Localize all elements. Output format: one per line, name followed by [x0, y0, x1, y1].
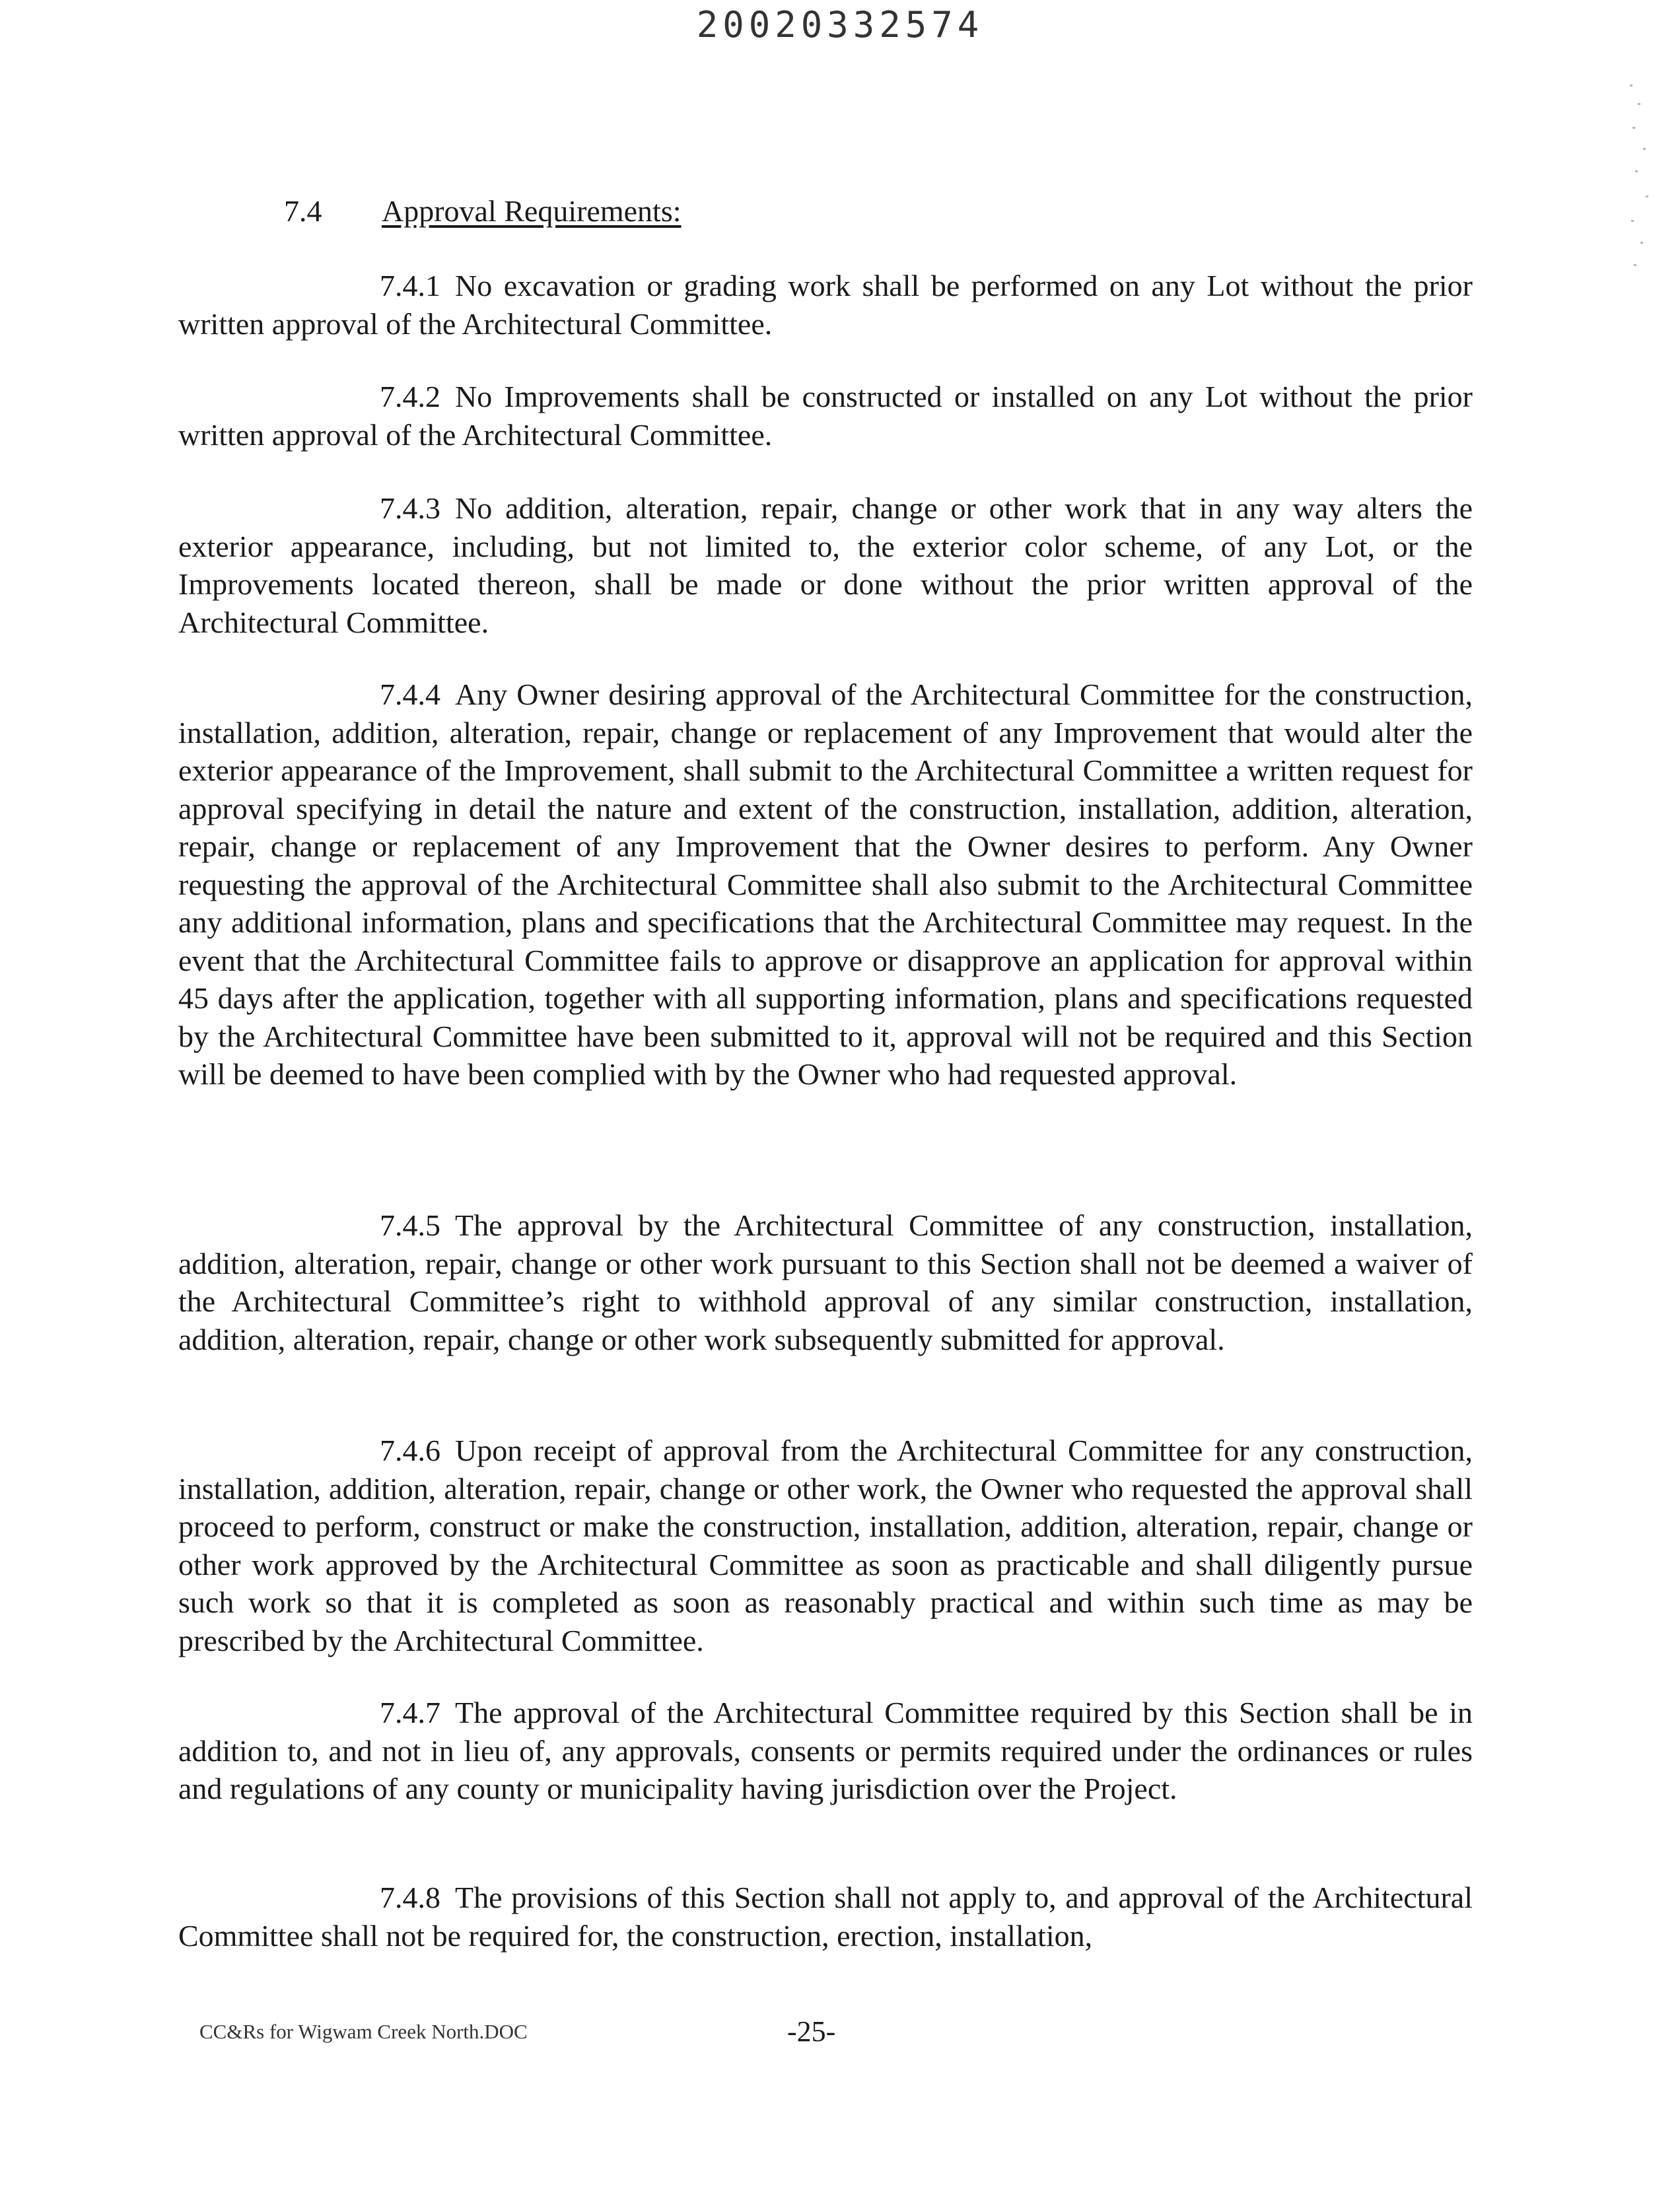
paragraph-number: 7.4.4 [380, 677, 440, 711]
paragraph-text: Upon receipt of approval from the Architectural Committee for any construction, installation, addition, alteration, repair, change or other work, the Owner who requested the approval shall proceed to perform, construct or make the construction, installation, addition, alteration, repair, change or other work approved by the Architectural Committee as soon as practicable and shall diligently pursue such work so that it is completed as soon as reasonably practical and within such time as may be prescribed by the Architectural Committee. [178, 1434, 1473, 1657]
paragraph-7-4-7 [178, 1694, 1473, 1808]
paragraph-text: No excavation or grading work shall be performed on any Lot without the prior written approval of the Architectural Committee. [178, 269, 1473, 341]
paragraph-text: The approval of the Architectural Committee required by this Section shall be in addition to, and not in lieu of, any approvals, consents or permits required under the ordinances or rules and regulations of any county or municipality having jurisdiction over the Project. [178, 1696, 1473, 1805]
paragraph-7-4-5 [178, 1206, 1473, 1358]
paragraph-7-4-3 [178, 489, 1473, 641]
section-heading [284, 193, 682, 230]
paragraph-text: No addition, alteration, repair, change or other work that in any way alters the exterior appearance, including, but not limited to, the exterior color scheme, of any Lot, or the Improvements located thereon, shall be made or done without the prior written approval of the Architectural Committee. [178, 491, 1473, 639]
paragraph-number: 7.4.8 [380, 1881, 440, 1914]
section-number: 7.4 [284, 194, 322, 228]
paragraph-text: The approval by the Architectural Committee of any construction, installation, addition, alteration, repair, change or other work pursuant to this Section shall not be deemed a waiver of the Architectural Committee’s right to withhold approval of any similar construction, installation, addition, alteration, repair, change or other work subsequently submitted for approval. [178, 1208, 1473, 1356]
paragraph-text: Any Owner desiring approval of the Architectural Committee for the construction, installation, addition, alteration, repair, change or replacement of any Improvement that would alter the exterior appearance of the Improvement, shall submit to the Architectural Committee a written request for approval specifying in detail the nature and extent of the construction, installation, addition, alteration, repair, change or replacement of any Improvement that the Owner desires to perform. Any Owner requesting the approval of the Architectural Committee shall also submit to the Architectural Committee any additional information, plans and specifications that the Architectural Committee may request. In the event that the Architectural Committee fails to approve or disapprove an application for approval within 45 days after the application, together with all supporting information, plans and specifications requested by the Architectural Committee have been submitted to it, approval will not be required and this Section will be deemed to have been complied with by the Owner who had requested approval. [178, 677, 1473, 1091]
document-number: 20020332574 [696, 4, 984, 46]
paragraph-number: 7.4.6 [380, 1434, 440, 1467]
paragraph-7-4-2 [178, 378, 1473, 454]
paragraph-number: 7.4.1 [380, 269, 440, 302]
page-number: -25- [787, 2015, 836, 2048]
paragraph-7-4-1 [178, 267, 1473, 343]
paragraph-number: 7.4.3 [380, 491, 440, 525]
paragraph-text: No Improvements shall be constructed or installed on any Lot without the prior written approval of the Architectural Committee. [178, 380, 1473, 452]
paragraph-7-4-4 [178, 676, 1473, 1094]
paragraph-text: The provisions of this Section shall not apply to, and approval of the Architectural Committee shall not be required for, the construction, erection, installation, [178, 1881, 1473, 1953]
paragraph-7-4-6 [178, 1432, 1473, 1659]
paragraph-number: 7.4.2 [380, 380, 440, 413]
paragraph-number: 7.4.5 [380, 1208, 440, 1242]
footer-filename: CC&Rs for Wigwam Creek North.DOC [199, 2020, 528, 2043]
margin-scan-artifact [1628, 85, 1655, 283]
section-title: Approval Requirements: [382, 194, 682, 228]
paragraph-7-4-8 [178, 1879, 1473, 1955]
paragraph-number: 7.4.7 [380, 1696, 440, 1729]
